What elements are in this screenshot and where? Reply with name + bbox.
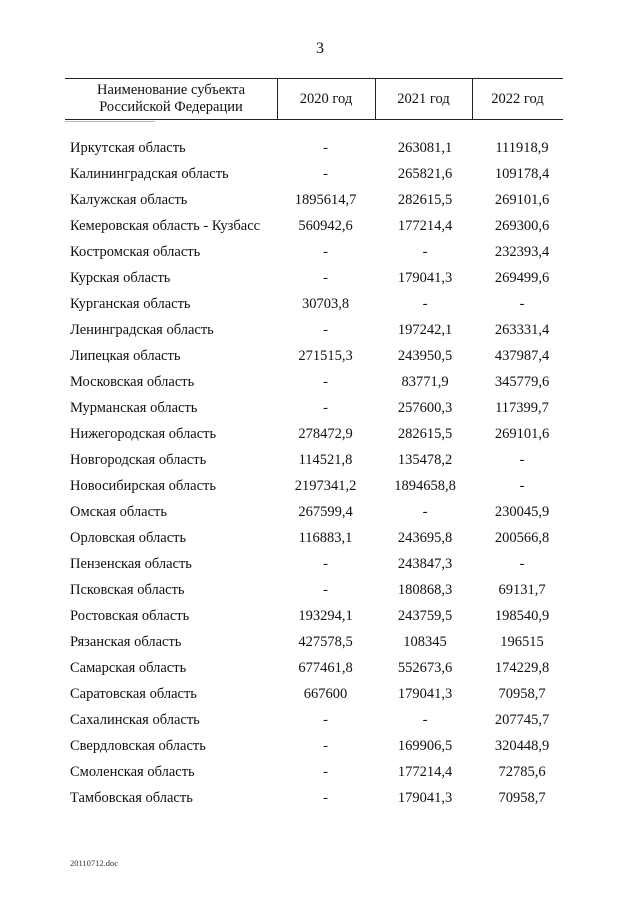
region-name-cell: Самарская область — [70, 660, 187, 676]
region-name-cell: Нижегородская область — [70, 426, 217, 442]
value-2020-cell: 271515,3 — [298, 348, 353, 364]
value-2020-cell: - — [323, 738, 328, 754]
value-2022-cell: 232393,4 — [494, 244, 550, 260]
value-2022-cell: 437987,4 — [494, 348, 550, 364]
table-row — [0, 630, 640, 656]
value-2022-cell: 72785,6 — [498, 764, 546, 780]
value-2022-cell: 196515 — [500, 634, 544, 650]
value-2021-cell: 197242,1 — [397, 322, 453, 338]
header-2021: 2021 год — [397, 90, 450, 107]
value-2020-cell: - — [323, 322, 328, 338]
value-2022-cell: 70958,7 — [498, 790, 546, 806]
table-row — [0, 422, 640, 448]
value-2022-cell: 269499,6 — [494, 270, 550, 286]
value-2020-cell: 2197341,2 — [294, 478, 357, 494]
region-name-cell: Омская область — [70, 504, 167, 520]
value-2022-cell: 109178,4 — [494, 166, 550, 182]
value-2021-cell: 1894658,8 — [394, 478, 456, 494]
region-name-cell: Московская область — [70, 374, 195, 390]
table-row — [0, 344, 640, 370]
table-row — [0, 578, 640, 604]
header-subject-name — [65, 79, 277, 119]
region-name-cell: Костромская область — [70, 244, 201, 260]
value-2021-cell: 179041,3 — [397, 790, 453, 806]
table-row — [0, 370, 640, 396]
header-2020: 2020 год — [299, 90, 353, 107]
table-header — [65, 78, 563, 120]
region-name-cell: Липецкая область — [70, 348, 181, 364]
value-2022-cell: - — [519, 296, 525, 312]
value-2021-cell: - — [422, 296, 428, 312]
value-2020-cell: - — [323, 166, 328, 182]
region-name-cell: Курганская область — [70, 296, 191, 312]
region-name-cell: Смоленская область — [70, 764, 195, 780]
value-2021-cell: 169906,5 — [397, 738, 453, 754]
value-2020-cell: - — [323, 140, 328, 156]
region-name-cell: Саратовская область — [70, 686, 197, 702]
value-2021-cell: 552673,6 — [397, 660, 453, 676]
table-row — [0, 760, 640, 786]
region-name-cell: Калужская область — [70, 192, 188, 208]
value-2022-cell: 269101,6 — [494, 192, 550, 208]
value-2022-cell: 117399,7 — [495, 400, 549, 416]
region-name-cell: Орловская область — [70, 530, 187, 546]
value-2022-cell: 69131,7 — [498, 582, 546, 598]
table-row — [0, 136, 640, 162]
region-name-cell: Пензенская область — [70, 556, 192, 572]
table-row — [0, 188, 640, 214]
value-2021-cell: 135478,2 — [397, 452, 453, 468]
table-row — [0, 448, 640, 474]
table-row — [0, 214, 640, 240]
value-2020-cell: 667600 — [303, 686, 348, 702]
value-2020-cell: - — [323, 764, 328, 780]
value-2020-cell: 560942,6 — [298, 218, 353, 234]
region-name-cell: Рязанская область — [70, 634, 182, 650]
table-row — [0, 656, 640, 682]
value-2020-cell: 267599,4 — [298, 504, 353, 520]
value-2022-cell: - — [519, 556, 525, 572]
value-2020-cell: 1895614,7 — [294, 192, 357, 208]
value-2022-cell: 207745,7 — [494, 712, 550, 728]
value-2020-cell: 30703,8 — [301, 296, 350, 312]
value-2020-cell: - — [323, 790, 328, 806]
table-row — [0, 786, 640, 812]
value-2022-cell: 198540,9 — [494, 608, 550, 624]
table-row — [0, 474, 640, 500]
value-2021-cell: 83771,9 — [401, 374, 449, 390]
header-subject-line2: Российской Федерации — [99, 99, 243, 115]
value-2022-cell: 174229,8 — [494, 660, 550, 676]
value-2021-cell: - — [422, 504, 428, 520]
region-name-cell: Курская область — [70, 270, 171, 286]
table-row — [0, 682, 640, 708]
region-name-cell: Свердловская область — [70, 738, 206, 754]
table-body — [0, 136, 640, 812]
table-row — [0, 162, 640, 188]
value-2021-cell: 179041,3 — [397, 270, 453, 286]
value-2021-cell: 179041,3 — [397, 686, 453, 702]
table-row — [0, 604, 640, 630]
header-subject-line1: Наименование субъекта — [96, 82, 246, 98]
table-row — [0, 708, 640, 734]
value-2021-cell: 265821,6 — [397, 166, 453, 182]
table-row — [0, 500, 640, 526]
value-2021-cell: 180868,3 — [397, 582, 453, 598]
value-2021-cell: - — [422, 712, 428, 728]
value-2022-cell: 269101,6 — [494, 426, 550, 442]
value-2020-cell: 278472,9 — [298, 426, 353, 442]
region-name-cell: Кемеровская область - Кузбасс — [70, 218, 261, 234]
value-2021-cell: 243695,8 — [397, 530, 453, 546]
value-2020-cell: 116883,1 — [298, 530, 353, 546]
table-row — [0, 552, 640, 578]
region-name-cell: Мурманская область — [70, 400, 198, 416]
value-2020-cell: - — [323, 582, 328, 598]
region-name-cell: Тамбовская область — [70, 790, 193, 806]
value-2022-cell: 320448,9 — [494, 738, 550, 754]
value-2020-cell: - — [323, 712, 328, 728]
value-2021-cell: - — [422, 244, 428, 260]
value-2022-cell: - — [519, 452, 525, 468]
value-2020-cell: - — [323, 244, 328, 260]
value-2020-cell: 193294,1 — [298, 608, 353, 624]
value-2022-cell: 230045,9 — [494, 504, 550, 520]
value-2022-cell: 111918,9 — [495, 140, 549, 156]
value-2022-cell: 269300,6 — [494, 218, 550, 234]
value-2021-cell: 243847,3 — [397, 556, 453, 572]
table-row — [0, 318, 640, 344]
value-2022-cell: 345779,6 — [494, 374, 550, 390]
region-name-cell: Новгородская область — [70, 452, 207, 468]
value-2022-cell: - — [519, 478, 525, 494]
value-2021-cell: 282615,5 — [397, 426, 453, 442]
underline-mark — [65, 121, 155, 122]
header-2022: 2022 год — [491, 90, 544, 107]
region-name-cell: Псковская область — [70, 582, 185, 598]
value-2020-cell: 677461,8 — [298, 660, 353, 676]
value-2021-cell: 108345 — [403, 634, 447, 650]
value-2021-cell: 282615,5 — [397, 192, 453, 208]
region-name-cell: Иркутская область — [70, 140, 186, 156]
file-name-footer: 20110712.doc — [70, 858, 119, 868]
value-2021-cell: 177214,4 — [397, 764, 453, 780]
value-2020-cell: - — [323, 270, 328, 286]
value-2021-cell: 257600,3 — [397, 400, 453, 416]
value-2022-cell: 263331,4 — [494, 322, 550, 338]
table-row — [0, 240, 640, 266]
value-2022-cell: 200566,8 — [494, 530, 550, 546]
value-2020-cell: 427578,5 — [298, 634, 353, 650]
table-row — [0, 266, 640, 292]
value-2021-cell: 263081,1 — [397, 140, 453, 156]
region-name-cell: Ленинградская область — [70, 322, 214, 338]
page-number: 3 — [316, 40, 324, 57]
value-2021-cell: 243759,5 — [397, 608, 453, 624]
region-name-cell: Ростовская область — [70, 608, 190, 624]
table-row — [0, 526, 640, 552]
region-name-cell: Новосибирская область — [70, 478, 216, 494]
value-2020-cell: - — [323, 400, 328, 416]
table-row — [0, 734, 640, 760]
value-2020-cell: 114521,8 — [298, 452, 353, 468]
region-name-cell: Сахалинская область — [70, 712, 200, 728]
table-row — [0, 292, 640, 318]
table-row — [0, 396, 640, 422]
value-2021-cell: 177214,4 — [397, 218, 453, 234]
value-2021-cell: 243950,5 — [397, 348, 453, 364]
value-2020-cell: - — [323, 374, 328, 390]
value-2020-cell: - — [323, 556, 328, 572]
value-2022-cell: 70958,7 — [498, 686, 546, 702]
region-name-cell: Калининградская область — [70, 166, 229, 182]
